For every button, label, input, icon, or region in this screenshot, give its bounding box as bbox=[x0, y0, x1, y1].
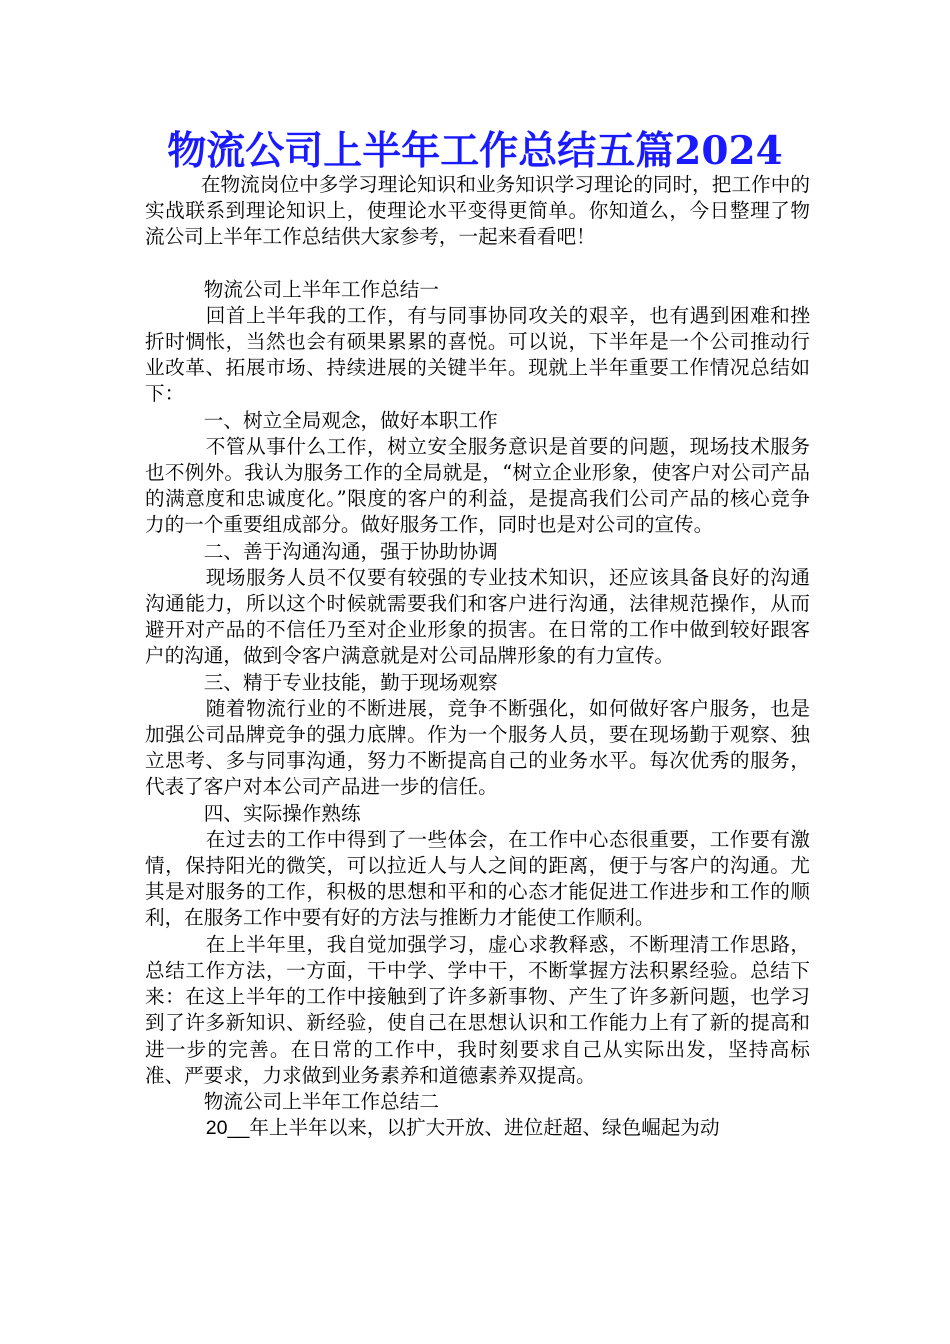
paragraph-2: 现场服务人员不仅要有较强的专业技术知识，还应该具备良好的沟通沟通能力，所以这个时候就需要我们和客户进行沟通，法律规范操作，从而避开对产品的不信任乃至对企业形象的损害。在日常的工作中做到较好跟客户的沟通，做到令客户满意就是对公司品牌形象的有力宣传。 bbox=[145, 565, 810, 668]
year-placeholder: 20__ bbox=[205, 1117, 250, 1140]
heading-2: 二、善于沟通沟通，强于协助协调 bbox=[203, 539, 498, 563]
section-1-title: 物流公司上半年工作总结一 bbox=[203, 277, 439, 301]
document-body bbox=[145, 172, 810, 1141]
section-1-opening: 回首上半年我的工作，有与同事协同攻关的艰辛，也有遇到困难和挫折时惆怅，当然也会有硕果累累的喜悦。可以说，下半年是一个公司推动行业改革、拓展市场、持续进展的关键半年。现就上半年重要工作情况总结如下： bbox=[145, 303, 810, 406]
section-2-title: 物流公司上半年工作总结二 bbox=[203, 1089, 439, 1113]
blank-line bbox=[145, 251, 810, 277]
heading-1: 一、树立全局观念，做好本职工作 bbox=[203, 408, 498, 432]
paragraph-3: 随着物流行业的不断进展，竞争不断强化，如何做好客户服务，也是加强公司品牌竞争的强力底牌。作为一个服务人员，要在现场勤于观察、独立思考、多与同事沟通，努力不断提高自己的业务水平。每次优秀的服务，代表了客户对本公司产品进一步的信任。 bbox=[145, 696, 810, 799]
heading-3: 三、精于专业技能，勤于现场观察 bbox=[203, 670, 498, 694]
heading-4: 四、实际操作熟练 bbox=[203, 801, 361, 825]
paragraph-4: 在过去的工作中得到了一些体会，在工作中心态很重要，工作要有激情，保持阳光的微笑，可以拉近人与人之间的距离，便于与客户的沟通。尤其是对服务的工作，积极的思想和平和的心态才能促进工作进步和工作的顺利，在服务工作中要有好的方法与推断力才能使工作顺利。 bbox=[145, 827, 810, 930]
section-2-opening bbox=[145, 1115, 810, 1141]
intro-paragraph: 在物流岗位中多学习理论知识和业务知识学习理论的同时，把工作中的实战联系到理论知识上，使理论水平变得更简单。你知道么，今日整理了物流公司上半年工作总结供大家参考，一起来看看吧！ bbox=[145, 173, 810, 249]
paragraph-5: 在上半年里，我自觉加强学习，虚心求教释惑，不断理清工作思路，总结工作方法，一方面，干中学、学中干，不断掌握方法积累经验。总结下来：在这上半年的工作中接触到了许多新事物、产生了许多新问题，也学习到了许多新知识、新经验，使自己在思想认识和工作能力上有了新的提高和进一步的完善。在日常的工作中，我时刻要求自己从实际出发，坚持高标准、严要求，力求做到业务素养和道德素养双提高。 bbox=[145, 932, 810, 1087]
section-2-opening-text: 年上半年以来，以扩大开放、进位赶超、绿色崛起为动 bbox=[249, 1116, 720, 1140]
paragraph-1: 不管从事什么工作，树立安全服务意识是首要的问题，现场技术服务也不例外。我认为服务工作的全局就是，“树立企业形象，使客户对公司产品的满意度和忠诚度化。”限度的客户的利益，是提高我们公司产品的核心竞争力的一个重要组成部分。做好服务工作，同时也是对公司的宣传。 bbox=[145, 434, 810, 537]
document-title: 物流公司上半年工作总结五篇2024 bbox=[167, 128, 783, 174]
